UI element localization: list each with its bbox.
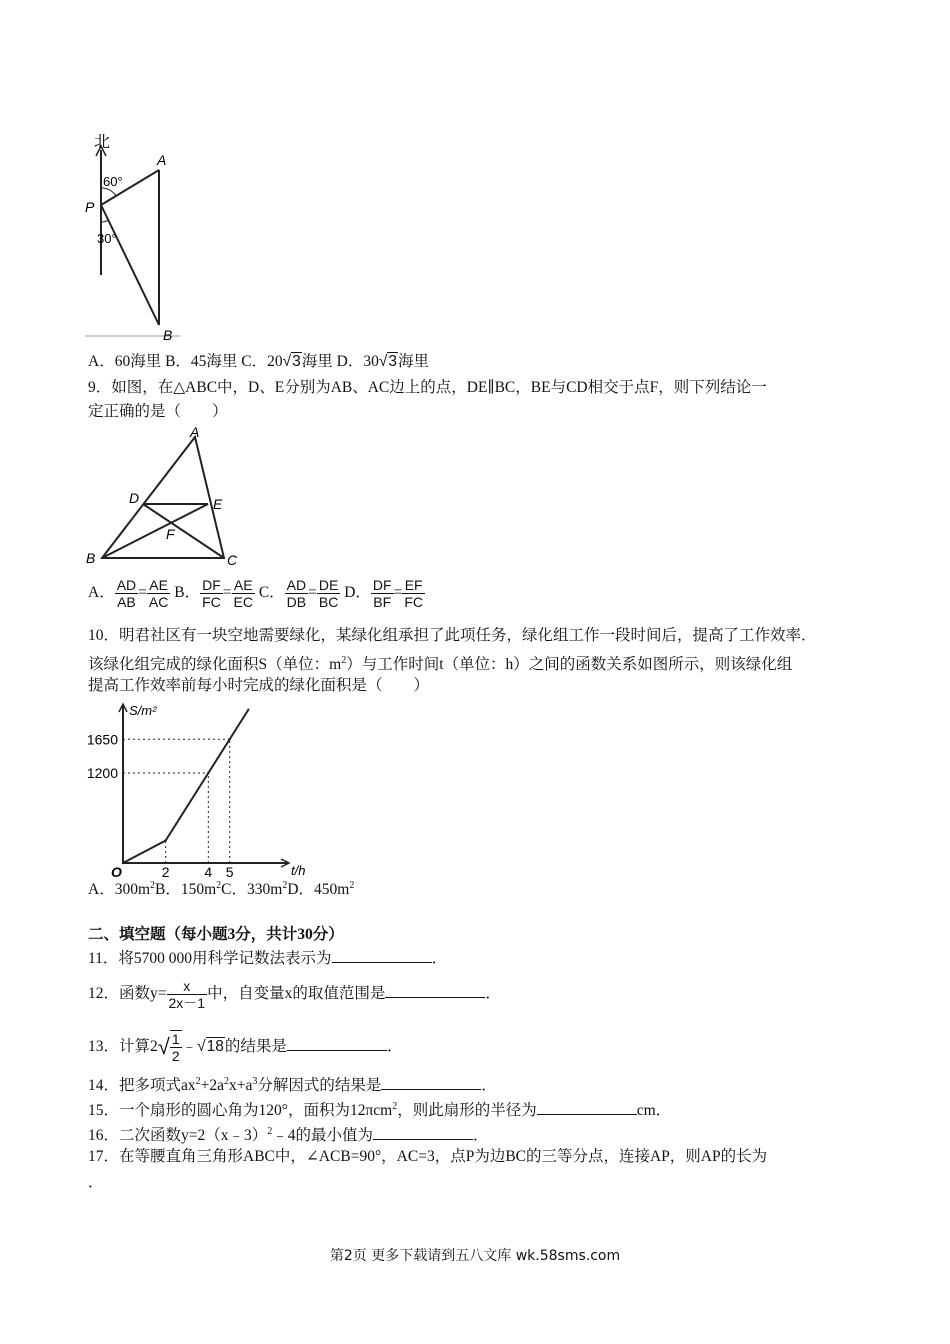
label-F: F — [166, 526, 175, 542]
data-point-4 — [207, 772, 209, 774]
label-E: E — [213, 496, 223, 512]
q8-option-c: C．20√3海里 — [241, 353, 333, 371]
label-C: C — [227, 552, 238, 568]
q9-options — [88, 575, 425, 611]
triangle-ABC — [102, 437, 224, 558]
q9-option-a: A． $\frac{AD}{AB}$ = $\frac{AE}{AC}$ — [88, 576, 169, 610]
q14: 14．把多项式$ax^2+2a^2x+a^3$分解因式的结果是 ． — [88, 1076, 497, 1095]
q11-answer-blank[interactable] — [332, 948, 432, 963]
label-A: A — [157, 152, 167, 168]
q8-option-b: B．45海里 — [165, 353, 238, 370]
q16-answer-blank[interactable] — [373, 1125, 473, 1140]
data-point-5 — [228, 738, 230, 740]
q10-options — [88, 875, 354, 901]
q8-options — [88, 351, 429, 373]
origin-label: O — [111, 864, 122, 880]
x-tick-label-5: 5 — [225, 864, 234, 880]
label-A: A — [190, 424, 200, 440]
q10-line-1: 10．明君社区有一块空地需要绿化，某绿化组承担了此项任务，绿化组工作一段时间后，提高了工作效率． — [88, 627, 817, 644]
y-tick-label-1200: 1200 — [86, 765, 118, 781]
q10-line-3: 提高工作效率前每小时完成的绿化面积是（ ） — [88, 677, 430, 694]
q10-option-c: C．$330m^2$ — [221, 880, 288, 899]
label-D: D — [129, 490, 140, 506]
x-tick-label-4: 4 — [204, 864, 213, 880]
q11: 11．将5700 000用科学记数法表示为 ． — [88, 950, 448, 967]
angle-arc-bottom — [101, 220, 109, 222]
label-angle-30: 30° — [97, 231, 117, 246]
label-P: P — [85, 199, 95, 215]
angle-arc-top — [101, 188, 116, 196]
q13-answer-blank[interactable] — [287, 1036, 387, 1051]
page-footer: 第2页 更多下载请到五八文库 wk.58sms.com — [329, 1248, 621, 1264]
y-axis-label: S/m² — [129, 703, 157, 718]
q14-answer-blank[interactable] — [381, 1075, 481, 1090]
segment-PB — [101, 205, 159, 325]
q9-option-c: C． $\frac{AD}{DB}$ = $\frac{DE}{BC}$ — [258, 576, 339, 610]
q9-figure — [82, 425, 252, 570]
label-north: 北 — [94, 134, 111, 151]
label-angle-60: 60° — [103, 174, 123, 189]
q15: 15．一个扇形的圆心角为120°，面积为12πcm$^2$，则此扇形的半径为 cm． — [88, 1101, 672, 1120]
q8-option-d: D．30√3海里 — [336, 353, 430, 371]
q13: 13．计算2√ $\frac{1}{2}$ ﹣√18的结果是 ． — [88, 1031, 403, 1065]
q10-option-a: A．$300m^2$ — [88, 880, 156, 899]
x-axis-label: t/h — [291, 863, 306, 878]
q8-option-a: A．60海里 — [88, 353, 162, 370]
q17-line-1: 17．在等腰直角三角形ABC中，∠ACB=90°，AC=3，点P为边BC的三等分点，连接AP，则AP的长为 — [88, 1148, 768, 1165]
data-point-0 — [122, 862, 124, 864]
q12-answer-blank[interactable] — [385, 983, 485, 998]
data-point-2 — [164, 839, 166, 841]
q8-figure — [80, 130, 190, 345]
x-tick-label-2: 2 — [161, 864, 170, 880]
q17-line-2: ． — [88, 1174, 104, 1191]
y-tick-label-1650: 1650 — [86, 731, 118, 748]
q15-answer-blank[interactable] — [537, 1100, 637, 1115]
q12: 12．函数y= $\frac{x}{2x-1}$ 中，自变量x的取值范围是 ． — [88, 977, 501, 1011]
q9-option-d: D． $\frac{DF}{BF}$ = $\frac{EF}{FC}$ — [344, 576, 423, 610]
label-B: B — [163, 327, 173, 343]
section-2-title: 二、填空题（每小题3分，共计30分） — [88, 926, 344, 943]
q10-option-b: B．$150m^2$ — [155, 880, 222, 899]
label-B: B — [86, 550, 96, 566]
q9-line-2: 定正确的是（ ） — [88, 403, 228, 420]
q9-option-b: B． $\frac{DF}{FC}$ = $\frac{AE}{EC}$ — [174, 576, 253, 610]
q16: 16．二次函数y=2（x﹣3）$^2$﹣4的最小值为 ． — [88, 1126, 489, 1145]
q10-option-d: D．$450m^2$ — [287, 880, 355, 899]
q9-line-1: 9．如图，在△ABC中，D、E分别为AB、AC边上的点，DE∥BC，BE与CD相交于点F，则下列结论一 — [88, 379, 767, 396]
q10-line-2: 该绿化组完成的绿化面积S（单位：$m^2$）与工作时间t（单位：h）之间的函数关系如图所示，则该绿化组 — [88, 655, 793, 674]
q10-chart — [80, 700, 306, 880]
series-line — [123, 709, 249, 863]
